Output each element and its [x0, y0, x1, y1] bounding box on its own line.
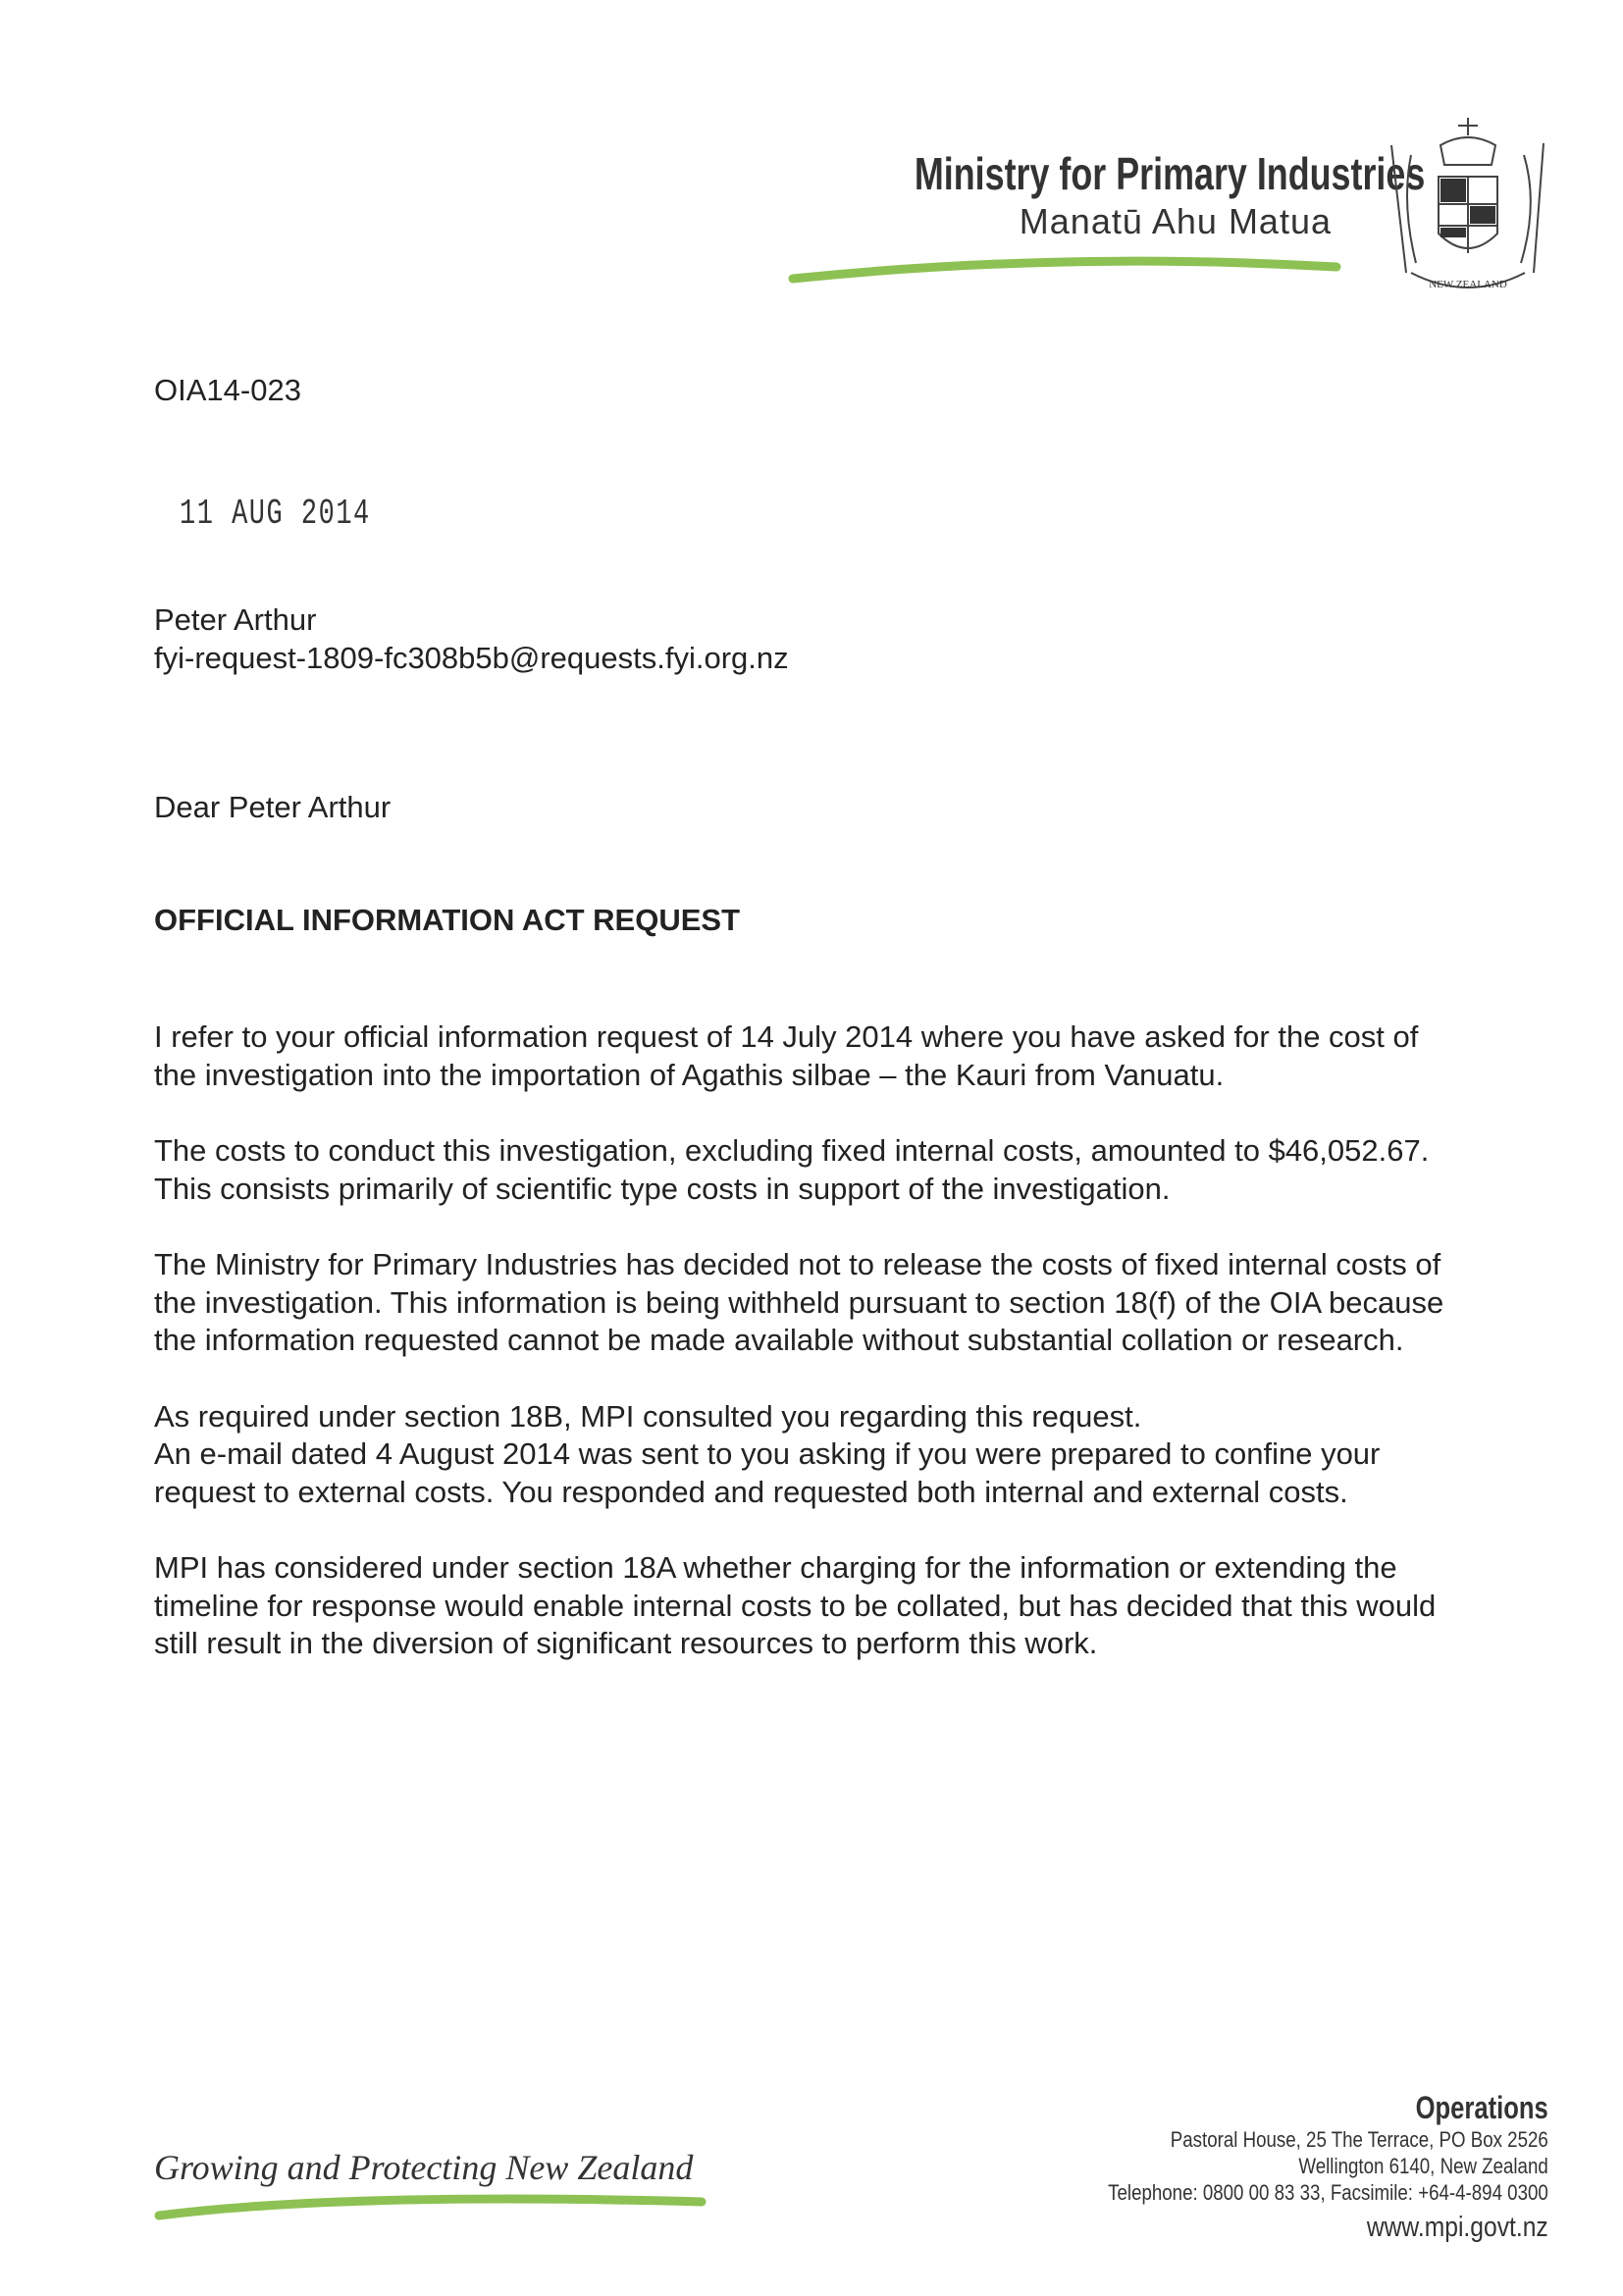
line: The costs to conduct this investigation, excluding fixed internal costs, amounted to $46,052.67.: [154, 1133, 1430, 1168]
recipient-name: Peter Arthur: [154, 602, 317, 637]
letter-body: [154, 1018, 1547, 1701]
line: An e-mail dated 4 August 2014 was sent to you asking if you were prepared to confine your: [154, 1436, 1381, 1471]
reference-number: OIA14-023: [154, 373, 301, 407]
contact-numbers: Telephone: 0800 00 83 33, Facsimile: +64-4-894 0300: [1108, 2180, 1548, 2205]
letter-heading: OFFICIAL INFORMATION ACT REQUEST: [154, 903, 741, 937]
green-swoosh-header: [785, 247, 1344, 287]
nz-coat-of-arms-icon: [1372, 116, 1564, 302]
paragraph-2: [154, 1132, 1547, 1208]
footer-contact: [1030, 2090, 1548, 2244]
org-name-maori: Manatū Ahu Matua: [1019, 201, 1332, 241]
paragraph-4: [154, 1398, 1547, 1512]
green-swoosh-footer: [147, 2186, 716, 2225]
line: As required under section 18B, MPI consulted you regarding this request.: [154, 1398, 1142, 1434]
office-name: Operations: [1415, 2090, 1548, 2125]
line: timeline for response would enable internal costs to be collated, but has decided that this would: [154, 1588, 1437, 1623]
line: the investigation. This information is being withheld pursuant to section 18(f) of the OIA because: [154, 1284, 1444, 1320]
line: I refer to your official information request of 14 July 2014 where you have asked for the cost of: [154, 1019, 1419, 1054]
footer-tagline: Growing and Protecting New Zealand: [154, 2148, 694, 2187]
org-name: Ministry for Primary Industries: [914, 148, 1426, 199]
paragraph-3: [154, 1246, 1547, 1360]
date-stamp: 11 AUG 2014: [180, 494, 371, 534]
line: This consists primarily of scientific type costs in support of the investigation.: [154, 1171, 1171, 1206]
website-link[interactable]: www.mpi.govt.nz: [1367, 2212, 1548, 2243]
salutation: Dear Peter Arthur: [154, 790, 392, 824]
line: the investigation into the importation of Agathis silbae – the Kauri from Vanuatu.: [154, 1057, 1225, 1092]
line: request to external costs. You responded and requested both internal and external costs.: [154, 1474, 1348, 1509]
recipient-email: fyi-request-1809-fc308b5b@requests.fyi.org.nz: [154, 641, 789, 675]
paragraph-1: [154, 1018, 1547, 1094]
paragraph-5: [154, 1549, 1547, 1663]
line: the information requested cannot be made available without substantial collation or research.: [154, 1323, 1404, 1357]
address-line-2: Wellington 6140, New Zealand: [1298, 2154, 1548, 2178]
recipient-block: [154, 600, 789, 677]
line: still result in the diversion of significant resources to perform this work.: [154, 1626, 1098, 1660]
line: The Ministry for Primary Industries has decided not to release the costs of fixed internal costs of: [154, 1247, 1441, 1281]
address-line-1: Pastoral House, 25 The Terrace, PO Box 2526: [1171, 2127, 1548, 2152]
line: MPI has considered under section 18A whether charging for the information or extending the: [154, 1550, 1397, 1585]
crest-text: NEW ZEALAND: [1429, 279, 1507, 290]
